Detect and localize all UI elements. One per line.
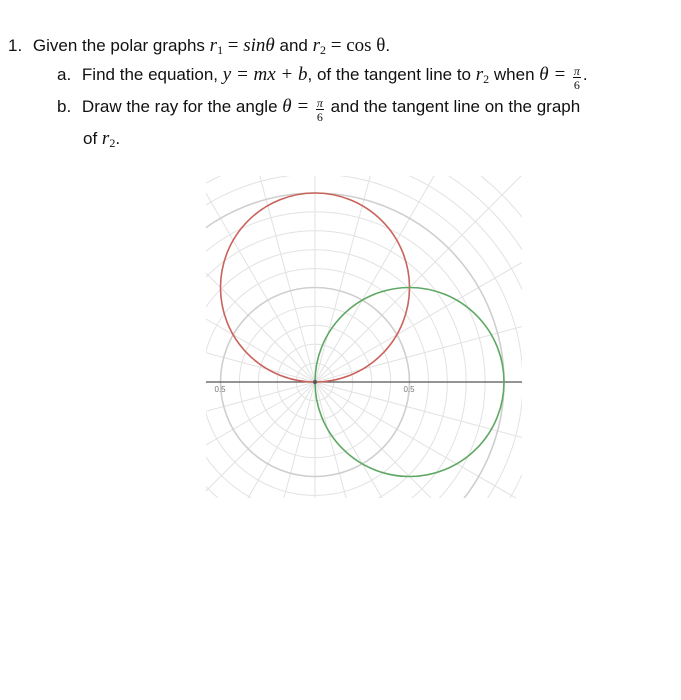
part-a-equation: y = mx + b bbox=[222, 64, 308, 85]
grid-ring bbox=[204, 212, 485, 503]
grid-ray bbox=[315, 173, 524, 382]
grid-ray bbox=[211, 382, 315, 503]
r2-rhs: cos θ bbox=[346, 35, 386, 56]
grid-ring bbox=[204, 174, 523, 503]
grid-ray bbox=[315, 382, 524, 503]
tick-label-left: 0.5 bbox=[214, 385, 226, 394]
part-b-fraction: $\frac{\pi}{6}$ bbox=[316, 96, 323, 124]
grid-ray bbox=[315, 173, 419, 382]
grid-ring bbox=[204, 231, 466, 503]
problem-line: 1. Given the polar graphs $r_1 = \sin\theta$ and $r_2 = \cos \theta$. bbox=[8, 35, 391, 57]
grid-ray bbox=[315, 382, 524, 486]
part-a-text1: Find the equation, bbox=[81, 65, 219, 84]
problem-intro: Given the polar graphs bbox=[32, 36, 205, 55]
part-b-label: b. bbox=[57, 97, 72, 116]
part-a-text2: , of the tangent line to bbox=[307, 65, 472, 84]
part-a-fraction: $\frac{\pi}{6}$ bbox=[573, 64, 580, 92]
part-a-label: a. bbox=[57, 65, 72, 84]
grid-ray bbox=[211, 173, 315, 382]
part-b-r2: $r_2$ bbox=[101, 128, 116, 150]
part-b-line2: of $r_2$. bbox=[83, 128, 121, 150]
grid-ray bbox=[315, 382, 419, 503]
part-a-text3: when bbox=[493, 65, 535, 84]
r1-rhs: sinθ bbox=[243, 35, 275, 56]
grid-ray bbox=[315, 382, 515, 503]
problem-number: 1. bbox=[8, 36, 23, 55]
part-b-text1: Draw the ray for the angle bbox=[81, 97, 278, 116]
grid-ring bbox=[204, 193, 504, 503]
part-b-text2: and the tangent line on the graph bbox=[330, 97, 581, 116]
part-b-theta: θ = bbox=[282, 96, 310, 117]
tick-label-right: 0.5 bbox=[403, 385, 415, 394]
and-text: and bbox=[279, 36, 308, 55]
part-b-text3: of bbox=[83, 129, 98, 148]
r2-symbol: $r_2$ bbox=[312, 35, 327, 57]
pole-point bbox=[313, 380, 317, 384]
part-a-r2: $r_2$ bbox=[475, 64, 490, 86]
part-a-line: a. Find the equation, y = mx + b, of the tangent line to $r_2$ when θ = $\frac{\pi}{6}$ . bbox=[57, 64, 588, 92]
part-a-theta: θ = bbox=[539, 64, 567, 85]
part-b-line bbox=[57, 96, 580, 123]
r1-symbol: $r_1$ bbox=[209, 35, 224, 57]
polar-graph bbox=[204, 173, 524, 503]
unit-ring-circle bbox=[204, 193, 504, 503]
grid-ray bbox=[315, 278, 524, 382]
